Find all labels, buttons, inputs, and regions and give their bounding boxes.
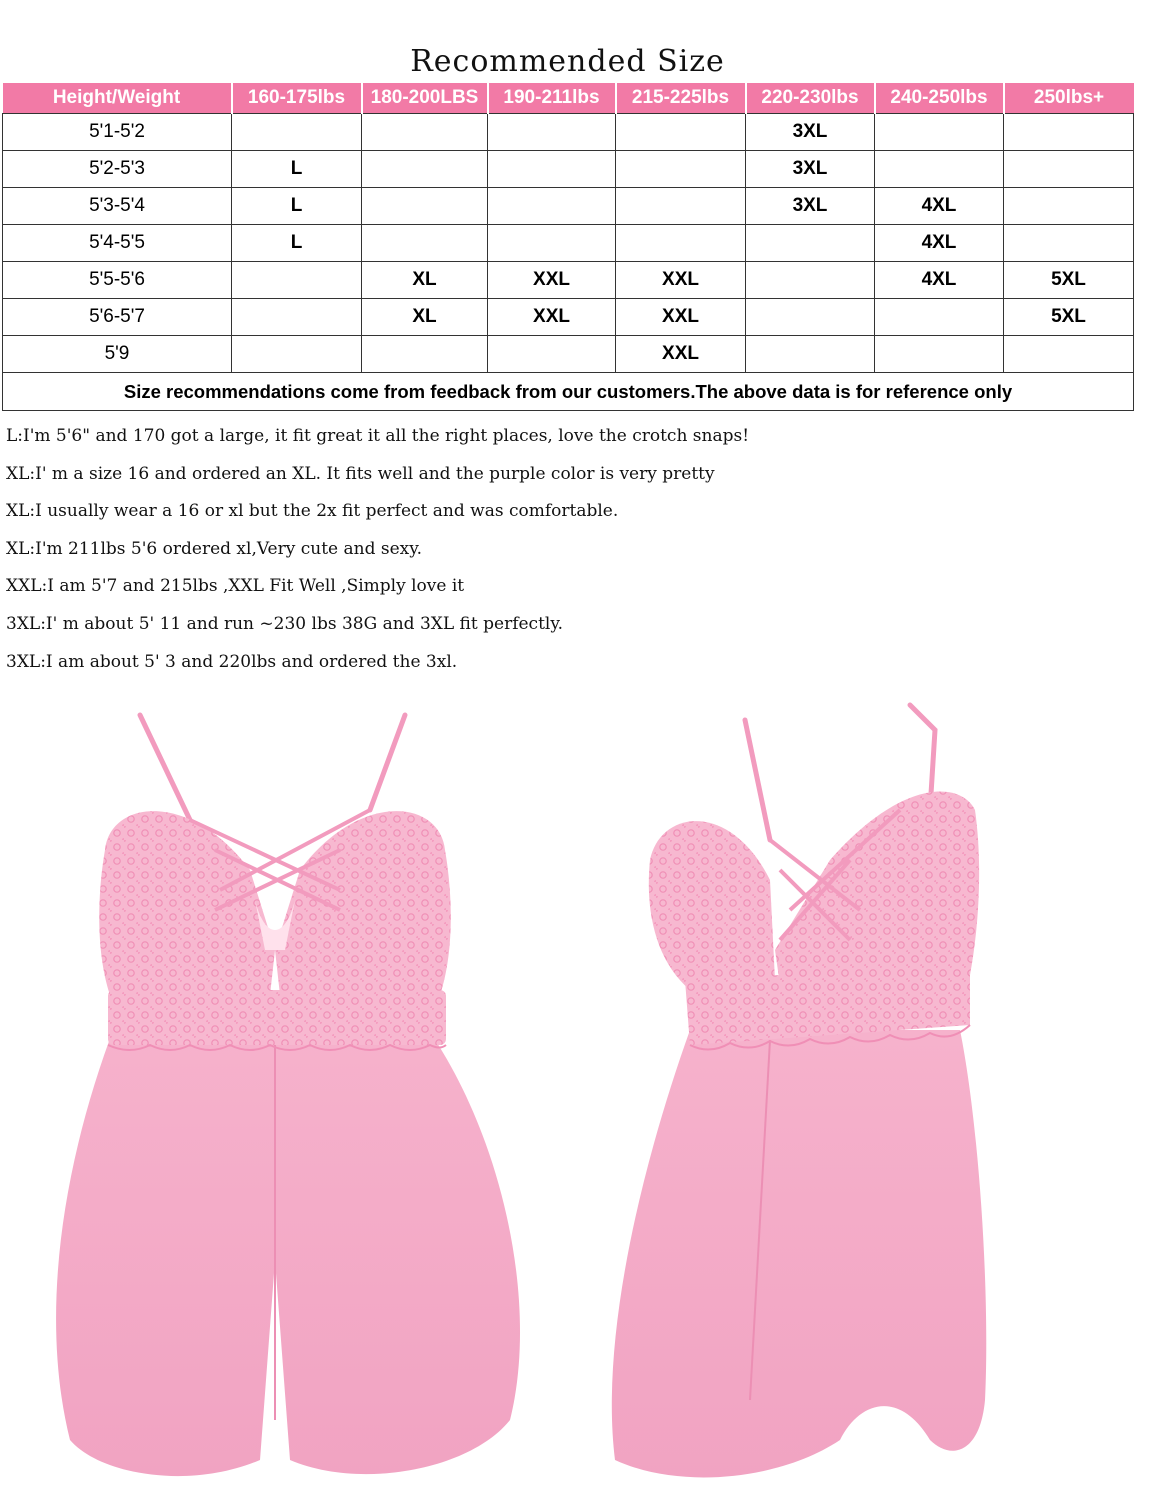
size-cell — [746, 299, 875, 336]
size-cell: 3XL — [746, 151, 875, 188]
table-row — [3, 299, 1134, 336]
table-footnote: Size recommendations come from feedback from our customers.The above data is for reference only — [3, 373, 1134, 411]
review-line: XL:I usually wear a 16 or xl but the 2x fit perfect and was comfortable. — [6, 501, 619, 522]
size-cell — [616, 151, 746, 188]
product-photo-angle — [600, 700, 990, 1490]
size-cell: L — [232, 188, 362, 225]
review-line: 3XL:I am about 5' 3 and 220lbs and ordered the 3xl. — [6, 651, 458, 672]
table-row — [3, 188, 1134, 225]
height-cell: 5'2-5'3 — [3, 151, 232, 188]
size-cell — [746, 262, 875, 299]
table-header-row — [3, 83, 1134, 114]
size-cell: XL — [362, 299, 488, 336]
review-line: XL:I' m a size 16 and ordered an XL. It fits well and the purple color is very pretty — [6, 463, 715, 484]
size-cell: XXL — [616, 336, 746, 373]
header-height-weight: Height/Weight — [3, 83, 232, 114]
height-cell: 5'5-5'6 — [3, 262, 232, 299]
review-line: L:I'm 5'6" and 170 got a large, it fit great it all the right places, love the crotch snaps! — [6, 426, 750, 446]
size-cell: 4XL — [875, 262, 1004, 299]
table-row — [3, 114, 1134, 151]
size-cell — [362, 114, 488, 151]
size-cell — [488, 151, 616, 188]
height-cell: 5'1-5'2 — [3, 114, 232, 151]
header-weight-4: 215-225lbs — [616, 83, 746, 114]
header-weight-2: 180-200LBS — [362, 83, 488, 114]
size-cell — [362, 151, 488, 188]
size-cell: XXL — [616, 262, 746, 299]
table-row — [3, 262, 1134, 299]
size-cell: L — [232, 151, 362, 188]
size-cell: XL — [362, 262, 488, 299]
page-title: Recommended Size — [410, 44, 725, 79]
size-cell — [232, 114, 362, 151]
size-cell: 3XL — [746, 114, 875, 151]
header-weight-5: 220-230lbs — [746, 83, 875, 114]
size-cell — [1004, 225, 1134, 262]
size-cell — [616, 114, 746, 151]
size-cell — [1004, 151, 1134, 188]
review-line: XXL:I am 5'7 and 215lbs ,XXL Fit Well ,Simply love it — [6, 576, 465, 597]
size-cell: XXL — [488, 262, 616, 299]
header-weight-1: 160-175lbs — [232, 83, 362, 114]
height-cell: 5'9 — [3, 336, 232, 373]
size-cell: 5XL — [1004, 262, 1134, 299]
table-row — [3, 151, 1134, 188]
size-cell: 4XL — [875, 188, 1004, 225]
size-cell: L — [232, 225, 362, 262]
size-cell — [875, 151, 1004, 188]
size-cell — [1004, 114, 1134, 151]
header-weight-3: 190-211lbs — [488, 83, 616, 114]
size-cell — [746, 336, 875, 373]
height-cell: 5'4-5'5 — [3, 225, 232, 262]
size-cell: 3XL — [746, 188, 875, 225]
size-cell: XXL — [616, 299, 746, 336]
size-cell — [488, 336, 616, 373]
size-cell: 4XL — [875, 225, 1004, 262]
review-line: XL:I'm 211lbs 5'6 ordered xl,Very cute and sexy. — [6, 538, 423, 559]
size-cell — [362, 225, 488, 262]
table-row — [3, 225, 1134, 262]
header-weight-7: 250lbs+ — [1004, 83, 1134, 114]
size-cell — [488, 188, 616, 225]
review-line: 3XL:I' m about 5' 11 and run ~230 lbs 38G and 3XL fit perfectly. — [6, 613, 564, 634]
size-cell — [362, 188, 488, 225]
size-cell — [1004, 188, 1134, 225]
size-cell — [232, 299, 362, 336]
size-cell — [875, 336, 1004, 373]
table-footnote-row — [3, 373, 1134, 411]
size-cell — [232, 262, 362, 299]
size-cell — [875, 114, 1004, 151]
size-cell — [232, 336, 362, 373]
customer-reviews — [6, 422, 749, 685]
size-chart-table — [2, 83, 1134, 411]
size-cell: 5XL — [1004, 299, 1134, 336]
size-cell — [746, 225, 875, 262]
size-cell — [1004, 336, 1134, 373]
size-cell — [616, 225, 746, 262]
table-row — [3, 336, 1134, 373]
product-photo-front — [40, 700, 560, 1490]
height-cell: 5'6-5'7 — [3, 299, 232, 336]
size-cell — [488, 225, 616, 262]
size-cell — [875, 299, 1004, 336]
size-cell — [488, 114, 616, 151]
size-cell: XXL — [488, 299, 616, 336]
size-cell — [362, 336, 488, 373]
height-cell: 5'3-5'4 — [3, 188, 232, 225]
header-weight-6: 240-250lbs — [875, 83, 1004, 114]
size-cell — [616, 188, 746, 225]
